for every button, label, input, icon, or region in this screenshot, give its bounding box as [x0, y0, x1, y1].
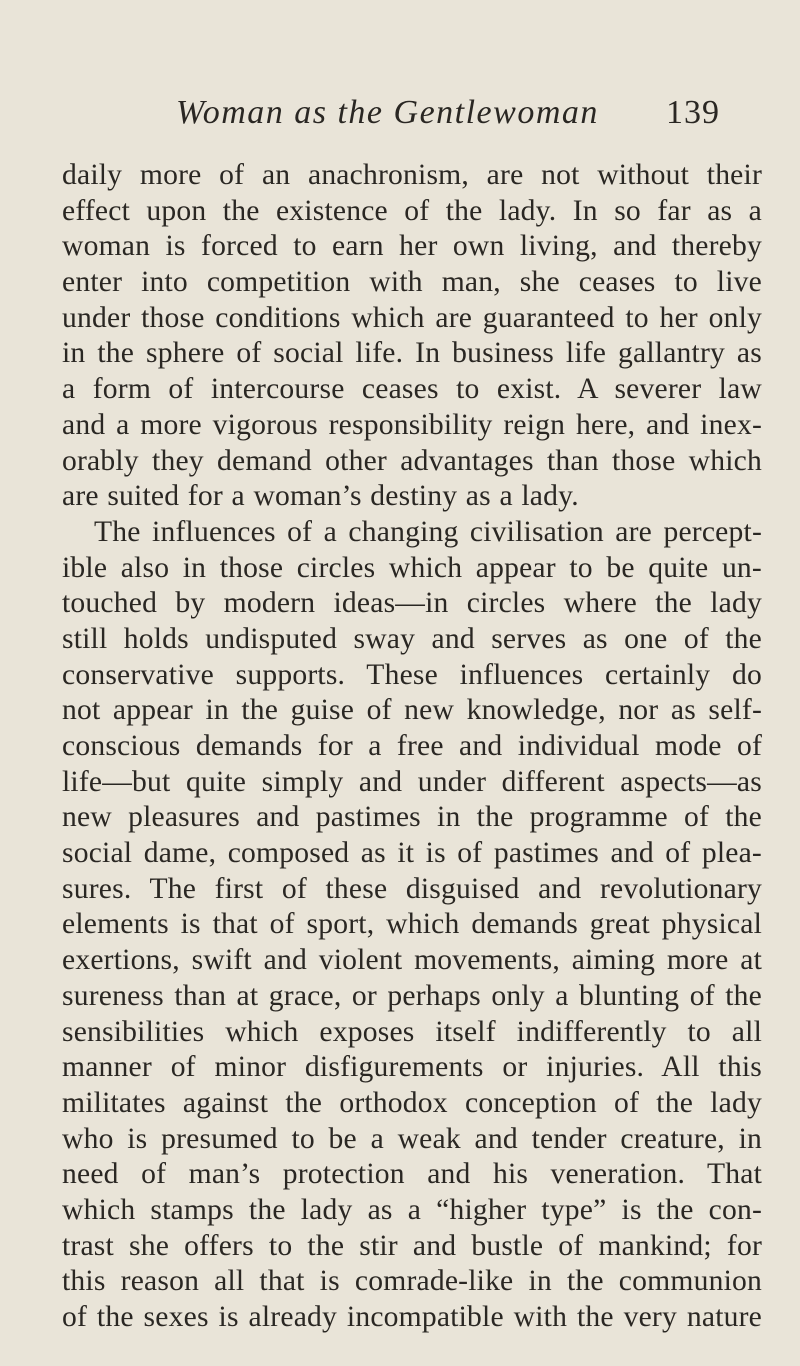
text-line-15: conservative supports. These influences certainly do	[62, 658, 762, 691]
text-line-8: and a more vigorous responsibility reign here, and inex-	[62, 408, 762, 441]
text-line-6: in the sphere of social life. In business life gallantry as	[62, 337, 762, 370]
text-line-10: are suited for a woman’s destiny as a lady.	[62, 480, 579, 513]
text-line-16: not appear in the guise of new knowledge, nor as self-	[62, 694, 762, 727]
text-line-20: social dame, composed as it is of pastimes and of plea-	[62, 837, 762, 870]
text-line-1: daily more of an anachronism, are not without their	[62, 159, 762, 191]
text-line-13: touched by modern ideas—in circles where the lady	[62, 587, 762, 620]
text-line-23: exertions, swift and violent movements, aiming more at	[62, 944, 762, 977]
text-line-32: this reason all that is comrade-like in the communion	[62, 1265, 762, 1298]
text-line-17: conscious demands for a free and individual mode of	[62, 730, 762, 762]
running-head	[62, 94, 762, 140]
running-title: Woman as the Gentlewoman	[176, 94, 599, 131]
text-line-27: militates against the orthodox conception of the lady	[62, 1086, 762, 1119]
text-line-29: need of man’s protection and his veneration. That	[62, 1158, 762, 1191]
text-line-28: who is presumed to be a weak and tender creature, in	[62, 1122, 762, 1155]
text-line-22: elements is that of sport, which demands great physical	[62, 908, 762, 941]
text-line-14: still holds undisputed sway and serves as one of the	[62, 622, 762, 655]
text-line-4: enter into competition with man, she ceases to live	[62, 266, 762, 299]
text-line-9: orably they demand other advantages than those which	[62, 444, 762, 477]
text-line-5: under those conditions which are guaranteed to her only	[62, 301, 762, 334]
text-line-33: of the sexes is already incompatible with the very nature	[62, 1301, 762, 1333]
body-text	[62, 158, 762, 1336]
text-line-25: sensibilities which exposes itself indifferently to all	[62, 1015, 762, 1048]
text-line-21: sures. The first of these disguised and revolutionary	[62, 872, 762, 905]
text-line-31: trast she offers to the stir and bustle of mankind; for	[62, 1229, 762, 1262]
text-line-24: sureness than at grace, or perhaps only a blunting of the	[62, 979, 762, 1012]
page-number: 139	[666, 94, 720, 131]
text-line-3: woman is forced to earn her own living, and thereby	[62, 230, 762, 263]
text-line-30: which stamps the lady as a “higher type” is the con-	[62, 1193, 762, 1226]
text-line-11: The influences of a changing civilisation are percept-	[94, 515, 762, 548]
text-line-19: new pleasures and pastimes in the programme of the	[62, 801, 762, 834]
text-line-7: a form of intercourse ceases to exist. A severer law	[62, 373, 762, 406]
text-line-12: ible also in those circles which appear to be quite un-	[62, 551, 762, 584]
text-line-18: life—but quite simply and under different aspects—as	[62, 765, 762, 798]
text-line-26: manner of minor disfigurements or injuries. All this	[62, 1051, 762, 1084]
text-line-2: effect upon the existence of the lady. In so far as a	[62, 194, 762, 227]
